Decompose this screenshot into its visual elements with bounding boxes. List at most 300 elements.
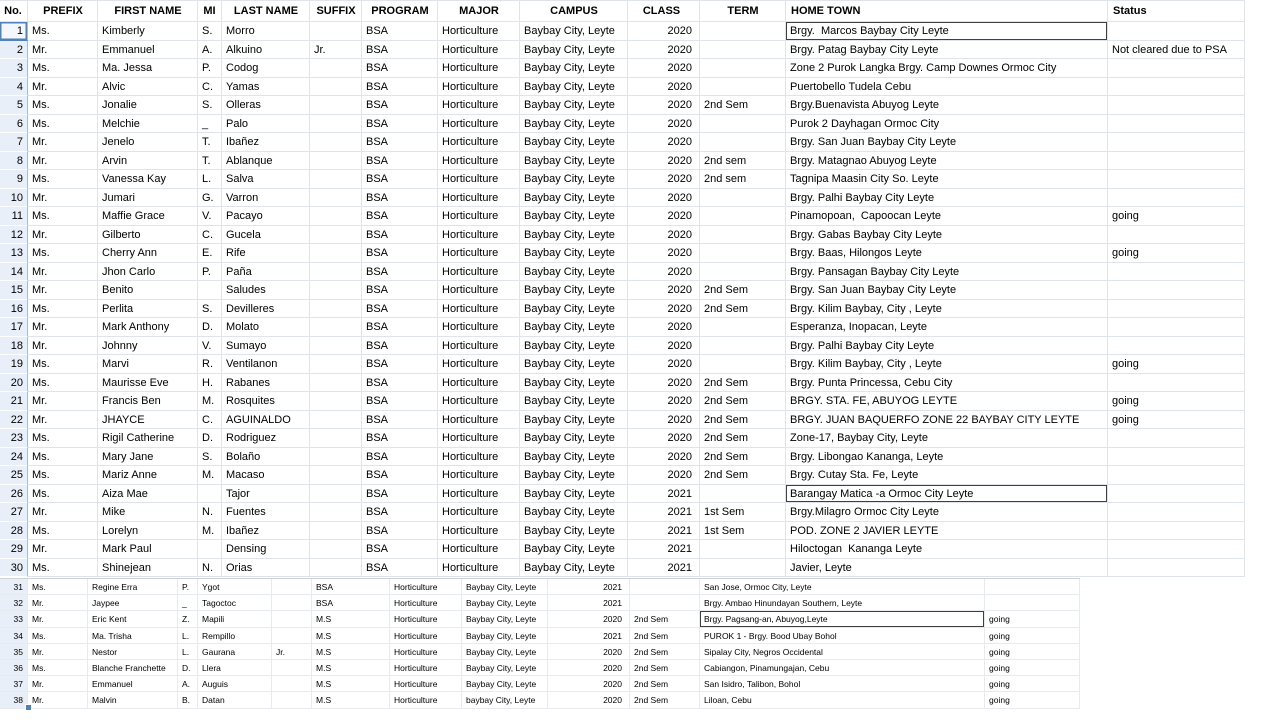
cell-suffix[interactable] — [310, 448, 362, 467]
cell-major[interactable]: Horticulture — [438, 226, 520, 245]
cell-last-name[interactable]: Rabanes — [222, 374, 310, 393]
cell-term[interactable] — [700, 540, 786, 559]
cell-prefix[interactable]: Mr. — [28, 595, 88, 611]
cell-suffix[interactable] — [272, 611, 312, 627]
cell-class[interactable]: 2020 — [628, 466, 700, 485]
cell-first-name[interactable]: Rigil Catherine — [98, 429, 198, 448]
cell-mi[interactable]: V. — [198, 207, 222, 226]
cell-no[interactable]: 35 — [0, 644, 28, 660]
cell-last-name[interactable]: Mapili — [198, 611, 272, 627]
cell-major[interactable]: Horticulture — [438, 244, 520, 263]
cell-home-town[interactable]: San Isidro, Talibon, Bohol — [700, 676, 985, 692]
cell-status[interactable] — [1108, 78, 1245, 97]
cell-campus[interactable]: Baybay City, Leyte — [520, 337, 628, 356]
cell-no[interactable]: 33 — [0, 611, 28, 627]
cell-no[interactable]: 6 — [0, 115, 28, 134]
cell-suffix[interactable] — [272, 628, 312, 644]
cell-mi[interactable]: D. — [198, 429, 222, 448]
cell-prefix[interactable]: Mr. — [28, 41, 98, 60]
cell-no[interactable]: 26 — [0, 485, 28, 504]
cell-program[interactable]: M.S — [312, 692, 390, 708]
cell-program[interactable]: BSA — [312, 595, 390, 611]
cell-status[interactable]: going — [985, 628, 1080, 644]
cell-mi[interactable]: L. — [178, 644, 198, 660]
cell-first-name[interactable]: Maurisse Eve — [98, 374, 198, 393]
cell-last-name[interactable]: Paña — [222, 263, 310, 282]
cell-class[interactable]: 2020 — [628, 281, 700, 300]
cell-no[interactable]: 32 — [0, 595, 28, 611]
cell-no[interactable]: 20 — [0, 374, 28, 393]
cell-mi[interactable]: D. — [198, 318, 222, 337]
cell-suffix[interactable] — [310, 411, 362, 430]
cell-term[interactable] — [700, 559, 786, 578]
cell-no[interactable]: 36 — [0, 660, 28, 676]
cell-last-name[interactable]: Ventilanon — [222, 355, 310, 374]
cell-status[interactable]: going — [1108, 244, 1245, 263]
cell-major[interactable]: Horticulture — [390, 660, 462, 676]
cell-status[interactable] — [1108, 96, 1245, 115]
cell-mi[interactable]: N. — [198, 503, 222, 522]
cell-program[interactable]: BSA — [362, 540, 438, 559]
cell-last-name[interactable]: Molato — [222, 318, 310, 337]
cell-status[interactable] — [1108, 133, 1245, 152]
cell-mi[interactable]: _ — [198, 115, 222, 134]
cell-major[interactable]: Horticulture — [438, 170, 520, 189]
cell-campus[interactable]: Baybay City, Leyte — [520, 115, 628, 134]
cell-campus[interactable]: Baybay City, Leyte — [462, 676, 548, 692]
cell-program[interactable]: BSA — [362, 485, 438, 504]
cell-campus[interactable]: Baybay City, Leyte — [520, 392, 628, 411]
cell-mi[interactable]: T. — [198, 133, 222, 152]
cell-status[interactable]: going — [1108, 392, 1245, 411]
cell-status[interactable] — [1108, 559, 1245, 578]
cell-term[interactable]: 2nd Sem — [700, 466, 786, 485]
cell-prefix[interactable]: Ms. — [28, 559, 98, 578]
cell-campus[interactable]: Baybay City, Leyte — [520, 355, 628, 374]
cell-no[interactable]: 24 — [0, 448, 28, 467]
cell-suffix[interactable] — [310, 355, 362, 374]
cell-first-name[interactable]: Francis Ben — [98, 392, 198, 411]
cell-campus[interactable]: Baybay City, Leyte — [520, 41, 628, 60]
cell-no[interactable]: 19 — [0, 355, 28, 374]
cell-first-name[interactable]: Benito — [98, 281, 198, 300]
cell-first-name[interactable]: Melchie — [98, 115, 198, 134]
cell-status[interactable] — [1108, 540, 1245, 559]
cell-last-name[interactable]: Morro — [222, 22, 310, 41]
cell-campus[interactable]: Baybay City, Leyte — [520, 96, 628, 115]
cell-prefix[interactable]: Mr. — [28, 152, 98, 171]
cell-no[interactable]: 17 — [0, 318, 28, 337]
cell-last-name[interactable]: Ygot — [198, 579, 272, 595]
cell-last-name[interactable]: Auguis — [198, 676, 272, 692]
cell-program[interactable]: BSA — [362, 448, 438, 467]
cell-class[interactable]: 2020 — [628, 244, 700, 263]
cell-status[interactable]: going — [985, 676, 1080, 692]
cell-home-town[interactable]: Cabiangon, Pinamungajan, Cebu — [700, 660, 985, 676]
cell-last-name[interactable]: Macaso — [222, 466, 310, 485]
cell-home-town[interactable]: Purok 2 Dayhagan Ormoc City — [786, 115, 1108, 134]
cell-no[interactable]: 31 — [0, 579, 28, 595]
cell-suffix[interactable] — [310, 374, 362, 393]
cell-major[interactable]: Horticulture — [438, 281, 520, 300]
cell-first-name[interactable]: Mariz Anne — [98, 466, 198, 485]
cell-prefix[interactable]: Ms. — [28, 628, 88, 644]
cell-class[interactable]: 2021 — [628, 522, 700, 541]
cell-term[interactable]: 2nd Sem — [700, 448, 786, 467]
cell-major[interactable]: Horticulture — [390, 676, 462, 692]
cell-suffix[interactable] — [310, 244, 362, 263]
cell-term[interactable] — [700, 244, 786, 263]
cell-mi[interactable]: L. — [198, 170, 222, 189]
cell-first-name[interactable]: Aiza Mae — [98, 485, 198, 504]
cell-last-name[interactable]: Alkuino — [222, 41, 310, 60]
cell-major[interactable]: Horticulture — [438, 263, 520, 282]
cell-no[interactable]: 8 — [0, 152, 28, 171]
cell-first-name[interactable]: Eric Kent — [88, 611, 178, 627]
cell-class[interactable]: 2020 — [628, 300, 700, 319]
cell-class[interactable]: 2020 — [628, 337, 700, 356]
cell-program[interactable]: M.S — [312, 676, 390, 692]
cell-first-name[interactable]: Jhon Carlo — [98, 263, 198, 282]
cell-term[interactable] — [700, 226, 786, 245]
cell-class[interactable]: 2021 — [628, 559, 700, 578]
cell-status[interactable] — [1108, 448, 1245, 467]
cell-term[interactable]: 2nd Sem — [700, 300, 786, 319]
cell-suffix[interactable] — [310, 429, 362, 448]
cell-program[interactable]: BSA — [362, 41, 438, 60]
cell-term[interactable]: 2nd Sem — [630, 611, 700, 627]
cell-home-town[interactable]: Esperanza, Inopacan, Leyte — [786, 318, 1108, 337]
cell-prefix[interactable]: Ms. — [28, 207, 98, 226]
cell-mi[interactable]: T. — [198, 152, 222, 171]
cell-mi[interactable]: S. — [198, 448, 222, 467]
cell-mi[interactable]: V. — [198, 337, 222, 356]
cell-term[interactable] — [700, 337, 786, 356]
cell-mi[interactable]: P. — [178, 579, 198, 595]
cell-last-name[interactable]: Varron — [222, 189, 310, 208]
cell-class[interactable]: 2020 — [628, 22, 700, 41]
cell-first-name[interactable]: Gilberto — [98, 226, 198, 245]
header-last-name[interactable]: LAST NAME — [222, 0, 310, 22]
cell-home-town[interactable]: Brgy. Cutay Sta. Fe, Leyte — [786, 466, 1108, 485]
cell-term[interactable]: 2nd Sem — [630, 628, 700, 644]
cell-class[interactable]: 2020 — [628, 115, 700, 134]
cell-class[interactable]: 2020 — [628, 189, 700, 208]
cell-program[interactable]: M.S — [312, 644, 390, 660]
cell-class[interactable]: 2020 — [628, 263, 700, 282]
cell-no[interactable]: 4 — [0, 78, 28, 97]
cell-no[interactable]: 10 — [0, 189, 28, 208]
cell-home-town[interactable]: Puertobello Tudela Cebu — [786, 78, 1108, 97]
cell-first-name[interactable]: Perlita — [98, 300, 198, 319]
cell-term[interactable] — [700, 189, 786, 208]
cell-prefix[interactable]: Mr. — [28, 133, 98, 152]
cell-no[interactable]: 11 — [0, 207, 28, 226]
cell-campus[interactable]: Baybay City, Leyte — [520, 559, 628, 578]
cell-program[interactable]: BSA — [362, 318, 438, 337]
cell-last-name[interactable]: Saludes — [222, 281, 310, 300]
cell-program[interactable]: BSA — [362, 22, 438, 41]
cell-prefix[interactable]: Mr. — [28, 676, 88, 692]
cell-first-name[interactable]: Ma. Jessa — [98, 59, 198, 78]
cell-last-name[interactable]: Sumayo — [222, 337, 310, 356]
cell-program[interactable]: BSA — [362, 152, 438, 171]
cell-no[interactable]: 16 — [0, 300, 28, 319]
cell-no[interactable]: 18 — [0, 337, 28, 356]
cell-class[interactable]: 2021 — [548, 579, 630, 595]
cell-first-name[interactable]: Cherry Ann — [98, 244, 198, 263]
cell-mi[interactable]: M. — [198, 392, 222, 411]
cell-class[interactable]: 2020 — [628, 374, 700, 393]
selection-fill-handle[interactable] — [25, 704, 32, 711]
cell-program[interactable]: BSA — [362, 133, 438, 152]
cell-term[interactable]: 2nd Sem — [700, 429, 786, 448]
cell-first-name[interactable]: Nestor — [88, 644, 178, 660]
cell-major[interactable]: Horticulture — [438, 207, 520, 226]
cell-term[interactable]: 2nd Sem — [630, 644, 700, 660]
cell-no[interactable]: 25 — [0, 466, 28, 485]
cell-campus[interactable]: Baybay City, Leyte — [520, 522, 628, 541]
cell-program[interactable]: BSA — [362, 78, 438, 97]
cell-home-town[interactable]: Pinamopoan, Capoocan Leyte — [786, 207, 1108, 226]
cell-term[interactable]: 2nd Sem — [700, 411, 786, 430]
cell-last-name[interactable]: Pacayo — [222, 207, 310, 226]
cell-no[interactable]: 23 — [0, 429, 28, 448]
cell-status[interactable] — [1108, 300, 1245, 319]
cell-suffix[interactable] — [272, 692, 312, 708]
cell-no[interactable]: 27 — [0, 503, 28, 522]
cell-class[interactable]: 2020 — [548, 676, 630, 692]
cell-campus[interactable]: Baybay City, Leyte — [520, 503, 628, 522]
cell-suffix[interactable] — [272, 595, 312, 611]
cell-first-name[interactable]: Marvi — [98, 355, 198, 374]
cell-prefix[interactable]: Mr. — [28, 318, 98, 337]
cell-program[interactable]: BSA — [362, 96, 438, 115]
cell-prefix[interactable]: Ms. — [28, 115, 98, 134]
cell-home-town[interactable]: Sipalay City, Negros Occidental — [700, 644, 985, 660]
cell-class[interactable]: 2020 — [628, 429, 700, 448]
cell-last-name[interactable]: Llera — [198, 660, 272, 676]
cell-program[interactable]: BSA — [362, 300, 438, 319]
cell-last-name[interactable]: Rosquites — [222, 392, 310, 411]
cell-campus[interactable]: baybay City, Leyte — [462, 692, 548, 708]
cell-status[interactable]: going — [985, 660, 1080, 676]
cell-term[interactable]: 1st Sem — [700, 503, 786, 522]
cell-suffix[interactable] — [310, 466, 362, 485]
cell-campus[interactable]: Baybay City, Leyte — [520, 59, 628, 78]
cell-class[interactable]: 2020 — [628, 392, 700, 411]
cell-major[interactable]: Horticulture — [390, 579, 462, 595]
cell-prefix[interactable]: Ms. — [28, 244, 98, 263]
cell-mi[interactable]: S. — [198, 96, 222, 115]
cell-suffix[interactable] — [310, 300, 362, 319]
cell-suffix[interactable]: Jr. — [310, 41, 362, 60]
cell-campus[interactable]: Baybay City, Leyte — [520, 78, 628, 97]
cell-program[interactable]: BSA — [362, 115, 438, 134]
cell-program[interactable]: BSA — [362, 411, 438, 430]
cell-prefix[interactable]: Ms. — [28, 448, 98, 467]
cell-last-name[interactable]: Ibañez — [222, 133, 310, 152]
cell-suffix[interactable] — [310, 152, 362, 171]
cell-home-town[interactable]: Brgy. Kilim Baybay, City , Leyte — [786, 355, 1108, 374]
cell-mi[interactable]: M. — [198, 466, 222, 485]
cell-suffix[interactable] — [310, 207, 362, 226]
cell-home-town[interactable]: Brgy.Buenavista Abuyog Leyte — [786, 96, 1108, 115]
cell-class[interactable]: 2021 — [628, 503, 700, 522]
cell-term[interactable]: 2nd Sem — [700, 96, 786, 115]
cell-major[interactable]: Horticulture — [438, 133, 520, 152]
cell-term[interactable] — [700, 318, 786, 337]
cell-last-name[interactable]: Ablanque — [222, 152, 310, 171]
cell-campus[interactable]: Baybay City, Leyte — [520, 466, 628, 485]
cell-program[interactable]: BSA — [362, 429, 438, 448]
cell-home-town[interactable]: Brgy.Milagro Ormoc City Leyte — [786, 503, 1108, 522]
cell-last-name[interactable]: Bolaño — [222, 448, 310, 467]
cell-program[interactable]: BSA — [362, 374, 438, 393]
cell-program[interactable]: M.S — [312, 660, 390, 676]
cell-class[interactable]: 2020 — [628, 411, 700, 430]
cell-first-name[interactable]: Jonalie — [98, 96, 198, 115]
cell-major[interactable]: Horticulture — [438, 503, 520, 522]
cell-home-town[interactable]: Brgy. San Juan Baybay City Leyte — [786, 281, 1108, 300]
cell-class[interactable]: 2020 — [628, 133, 700, 152]
cell-mi[interactable]: H. — [198, 374, 222, 393]
cell-mi[interactable]: S. — [198, 300, 222, 319]
cell-home-town[interactable]: Brgy. Patag Baybay City Leyte — [786, 41, 1108, 60]
cell-home-town[interactable]: Javier, Leyte — [786, 559, 1108, 578]
cell-program[interactable]: BSA — [362, 226, 438, 245]
cell-status[interactable] — [1108, 281, 1245, 300]
cell-status[interactable] — [1108, 59, 1245, 78]
cell-campus[interactable]: Baybay City, Leyte — [520, 540, 628, 559]
cell-program[interactable]: BSA — [362, 522, 438, 541]
cell-suffix[interactable] — [310, 281, 362, 300]
cell-mi[interactable] — [198, 540, 222, 559]
cell-campus[interactable]: Baybay City, Leyte — [520, 170, 628, 189]
cell-class[interactable]: 2020 — [628, 152, 700, 171]
cell-prefix[interactable]: Mr. — [28, 540, 98, 559]
cell-mi[interactable]: M. — [198, 522, 222, 541]
cell-suffix[interactable]: Jr. — [272, 644, 312, 660]
cell-prefix[interactable]: Mr. — [28, 692, 88, 708]
cell-last-name[interactable]: Codog — [222, 59, 310, 78]
cell-suffix[interactable] — [310, 96, 362, 115]
cell-class[interactable]: 2020 — [628, 226, 700, 245]
cell-no[interactable]: 29 — [0, 540, 28, 559]
cell-class[interactable]: 2020 — [628, 41, 700, 60]
cell-first-name[interactable]: Mary Jane — [98, 448, 198, 467]
cell-home-town[interactable]: Brgy. Pagsang-an, Abuyog,Leyte — [700, 611, 985, 627]
cell-first-name[interactable]: Mark Paul — [98, 540, 198, 559]
cell-home-town[interactable]: PUROK 1 - Brgy. Bood Ubay Bohol — [700, 628, 985, 644]
cell-status[interactable] — [1108, 189, 1245, 208]
cell-prefix[interactable]: Ms. — [28, 429, 98, 448]
cell-first-name[interactable]: Emmanuel — [88, 676, 178, 692]
cell-campus[interactable]: Baybay City, Leyte — [520, 485, 628, 504]
cell-status[interactable] — [1108, 152, 1245, 171]
cell-major[interactable]: Horticulture — [438, 466, 520, 485]
cell-home-town[interactable]: Barangay Matica -a Ormoc City Leyte — [786, 485, 1108, 504]
cell-program[interactable]: M.S — [312, 611, 390, 627]
cell-mi[interactable]: L. — [178, 628, 198, 644]
cell-major[interactable]: Horticulture — [438, 429, 520, 448]
cell-home-town[interactable]: Brgy. Punta Princessa, Cebu City — [786, 374, 1108, 393]
cell-home-town[interactable]: Tagnipa Maasin City So. Leyte — [786, 170, 1108, 189]
cell-term[interactable] — [630, 579, 700, 595]
cell-first-name[interactable]: Blanche Franchette — [88, 660, 178, 676]
cell-major[interactable]: Horticulture — [438, 96, 520, 115]
cell-last-name[interactable]: Fuentes — [222, 503, 310, 522]
cell-class[interactable]: 2020 — [628, 78, 700, 97]
cell-status[interactable]: going — [985, 644, 1080, 660]
cell-class[interactable]: 2020 — [628, 207, 700, 226]
cell-campus[interactable]: Baybay City, Leyte — [520, 300, 628, 319]
cell-suffix[interactable] — [272, 676, 312, 692]
cell-campus[interactable]: Baybay City, Leyte — [520, 411, 628, 430]
cell-first-name[interactable]: Shinejean — [98, 559, 198, 578]
cell-program[interactable]: BSA — [362, 337, 438, 356]
cell-major[interactable]: Horticulture — [438, 540, 520, 559]
cell-major[interactable]: Horticulture — [390, 692, 462, 708]
cell-home-town[interactable]: Liloan, Cebu — [700, 692, 985, 708]
cell-first-name[interactable]: Emmanuel — [98, 41, 198, 60]
cell-mi[interactable] — [198, 281, 222, 300]
cell-home-town[interactable]: POD. ZONE 2 JAVIER LEYTE — [786, 522, 1108, 541]
header-prefix[interactable]: PREFIX — [28, 0, 98, 22]
cell-home-town[interactable]: Brgy. Pansagan Baybay City Leyte — [786, 263, 1108, 282]
cell-status[interactable]: going — [985, 692, 1080, 708]
cell-mi[interactable]: S. — [198, 22, 222, 41]
cell-suffix[interactable] — [310, 115, 362, 134]
cell-term[interactable] — [700, 263, 786, 282]
cell-mi[interactable]: D. — [178, 660, 198, 676]
cell-prefix[interactable]: Mr. — [28, 644, 88, 660]
cell-term[interactable] — [700, 41, 786, 60]
cell-class[interactable]: 2020 — [548, 611, 630, 627]
header-home-town[interactable]: HOME TOWN — [786, 0, 1108, 22]
cell-status[interactable] — [1108, 22, 1245, 41]
cell-major[interactable]: Horticulture — [390, 628, 462, 644]
cell-major[interactable]: Horticulture — [438, 559, 520, 578]
cell-campus[interactable]: Baybay City, Leyte — [520, 189, 628, 208]
cell-campus[interactable]: Baybay City, Leyte — [520, 318, 628, 337]
cell-status[interactable] — [1108, 337, 1245, 356]
cell-first-name[interactable]: Alvic — [98, 78, 198, 97]
header-campus[interactable]: CAMPUS — [520, 0, 628, 22]
cell-campus[interactable]: Baybay City, Leyte — [520, 281, 628, 300]
cell-last-name[interactable]: Densing — [222, 540, 310, 559]
cell-suffix[interactable] — [310, 559, 362, 578]
cell-home-town[interactable]: Brgy. Gabas Baybay City Leyte — [786, 226, 1108, 245]
cell-home-town[interactable]: BRGY. STA. FE, ABUYOG LEYTE — [786, 392, 1108, 411]
cell-first-name[interactable]: Vanessa Kay — [98, 170, 198, 189]
cell-last-name[interactable]: Ibañez — [222, 522, 310, 541]
cell-program[interactable]: BSA — [362, 189, 438, 208]
cell-campus[interactable]: Baybay City, Leyte — [462, 628, 548, 644]
cell-program[interactable]: BSA — [362, 466, 438, 485]
cell-mi[interactable]: N. — [198, 559, 222, 578]
cell-last-name[interactable]: Rife — [222, 244, 310, 263]
cell-suffix[interactable] — [310, 189, 362, 208]
cell-major[interactable]: Horticulture — [390, 611, 462, 627]
cell-status[interactable] — [1108, 115, 1245, 134]
cell-last-name[interactable]: Palo — [222, 115, 310, 134]
cell-suffix[interactable] — [310, 318, 362, 337]
cell-major[interactable]: Horticulture — [438, 152, 520, 171]
cell-suffix[interactable] — [310, 485, 362, 504]
cell-no[interactable]: 37 — [0, 676, 28, 692]
cell-major[interactable]: Horticulture — [390, 595, 462, 611]
